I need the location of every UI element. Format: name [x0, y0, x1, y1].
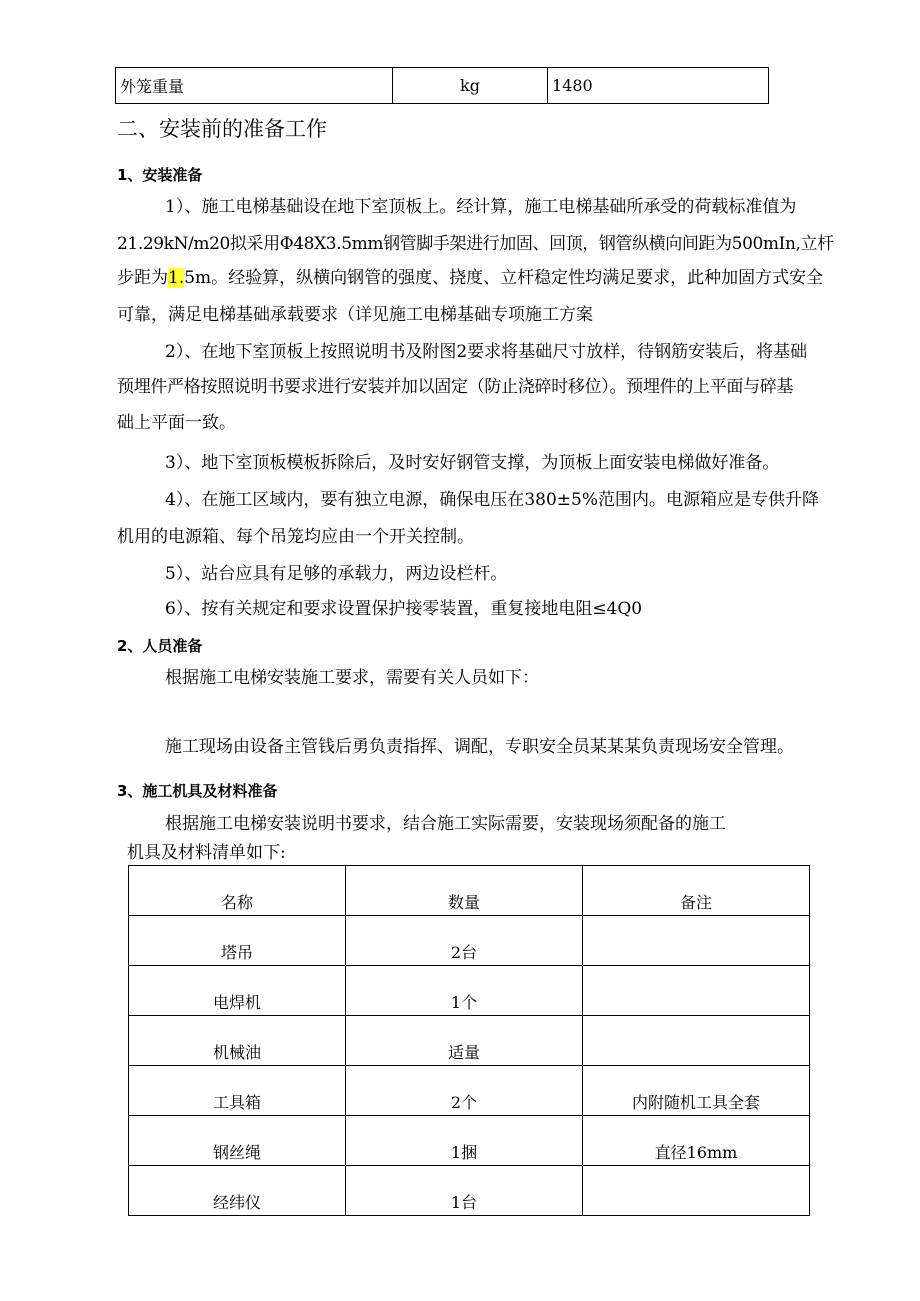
- materials-table: [128, 865, 810, 1216]
- subsection-title-install-prep: 1、安装准备: [117, 166, 203, 184]
- cell-quantity: 1捆: [346, 1116, 583, 1166]
- cell-notes: [583, 1166, 810, 1216]
- para2-line3: 础上平面一致。: [117, 413, 236, 433]
- cell-quantity: 2个: [346, 1066, 583, 1116]
- cell-name: 机械油: [129, 1016, 346, 1066]
- cell-name: 经纬仪: [129, 1166, 346, 1216]
- cell-quantity: 2台: [346, 916, 583, 966]
- subsection-title-equipment: 3、施工机具及材料准备: [117, 782, 278, 800]
- para6: 6）、按有关规定和要求设置保护接零装置，重复接地电阻≤4Q0: [165, 599, 643, 619]
- table-row: [129, 966, 810, 1016]
- header-name: 名称: [129, 866, 346, 916]
- personnel-para1: 根据施工电梯安装施工要求，需要有关人员如下：: [165, 668, 539, 688]
- para1-line2: 21.29kN/m20拟采用Φ48X3.5mm钢管脚手架进行加固、回顶，钢管纵横向间距为500mIn,立杆: [117, 234, 834, 254]
- para1-line4: 可靠，满足电梯基础承载要求（详见施工电梯基础专项施工方案: [117, 305, 593, 325]
- highlighted-text: 1.: [168, 268, 185, 288]
- para2-line2: 预埋件严格按照说明书要求进行安装并加以固定（防止浇碎时移位）。预埋件的上平面与碎基: [117, 377, 794, 397]
- para2-line1: 2）、在地下室顶板上按照说明书及附图2要求将基础尺寸放样，待钢筋安装后，将基础: [165, 342, 808, 362]
- weight-table: [115, 67, 769, 104]
- cell-notes: [583, 966, 810, 1016]
- cell-name: 电焊机: [129, 966, 346, 1016]
- para4-line1: 4）、在施工区域内，要有独立电源，确保电压在380±5%范围内。电源箱应是专供升降: [165, 490, 819, 510]
- table-header-row: [129, 866, 810, 916]
- subsection-title-personnel: 2、人员准备: [117, 637, 203, 655]
- para3: 3）、地下室顶板模板拆除后，及时安好钢管支撑，为顶板上面安装电梯做好准备。: [165, 453, 780, 473]
- header-quantity: 数量: [346, 866, 583, 916]
- table-row: [129, 1116, 810, 1166]
- para1-line3-post: 5m。经验算，纵横向钢管的强度、挠度、立杆稳定性均满足要求，此种加固方式安全: [184, 268, 824, 288]
- cell-notes: [583, 916, 810, 966]
- cell-quantity: 1个: [346, 966, 583, 1016]
- para1-line3-pre: 步距为: [117, 268, 168, 288]
- table-row: [116, 68, 769, 104]
- table-row: [129, 1016, 810, 1066]
- equipment-para2: 机具及材料清单如下:: [127, 843, 286, 863]
- para1-line1: 1）、施工电梯基础设在地下室顶板上。经计算，施工电梯基础所承受的荷载标准值为: [165, 197, 797, 217]
- cell-notes: 直径16mm: [583, 1116, 810, 1166]
- equipment-para1: 根据施工电梯安装说明书要求，结合施工实际需要，安装现场须配备的施工: [165, 814, 726, 834]
- header-notes: 备注: [583, 866, 810, 916]
- cell-quantity: 1台: [346, 1166, 583, 1216]
- para5: 5）、站台应具有足够的承载力，两边设栏杆。: [165, 564, 508, 584]
- cell-quantity: 适量: [346, 1016, 583, 1066]
- cell-name: 钢丝绳: [129, 1116, 346, 1166]
- cell-notes: [583, 1016, 810, 1066]
- weight-label: 外笼重量: [116, 68, 393, 104]
- section-title: 二、安装前的准备工作: [117, 117, 327, 141]
- cell-name: 工具箱: [129, 1066, 346, 1116]
- table-row: [129, 1166, 810, 1216]
- table-row: [129, 1066, 810, 1116]
- table-row: [129, 916, 810, 966]
- weight-unit: kg: [393, 68, 548, 104]
- para1-line3: [117, 268, 823, 288]
- personnel-para2: 施工现场由设备主管钱后勇负责指挥、调配，专职安全员某某某负责现场安全管理。: [165, 737, 794, 757]
- cell-notes: 内附随机工具全套: [583, 1066, 810, 1116]
- cell-name: 塔吊: [129, 916, 346, 966]
- weight-value: 1480: [548, 68, 769, 104]
- para4-line2: 机用的电源箱、每个吊笼均应由一个开关控制。: [117, 527, 474, 547]
